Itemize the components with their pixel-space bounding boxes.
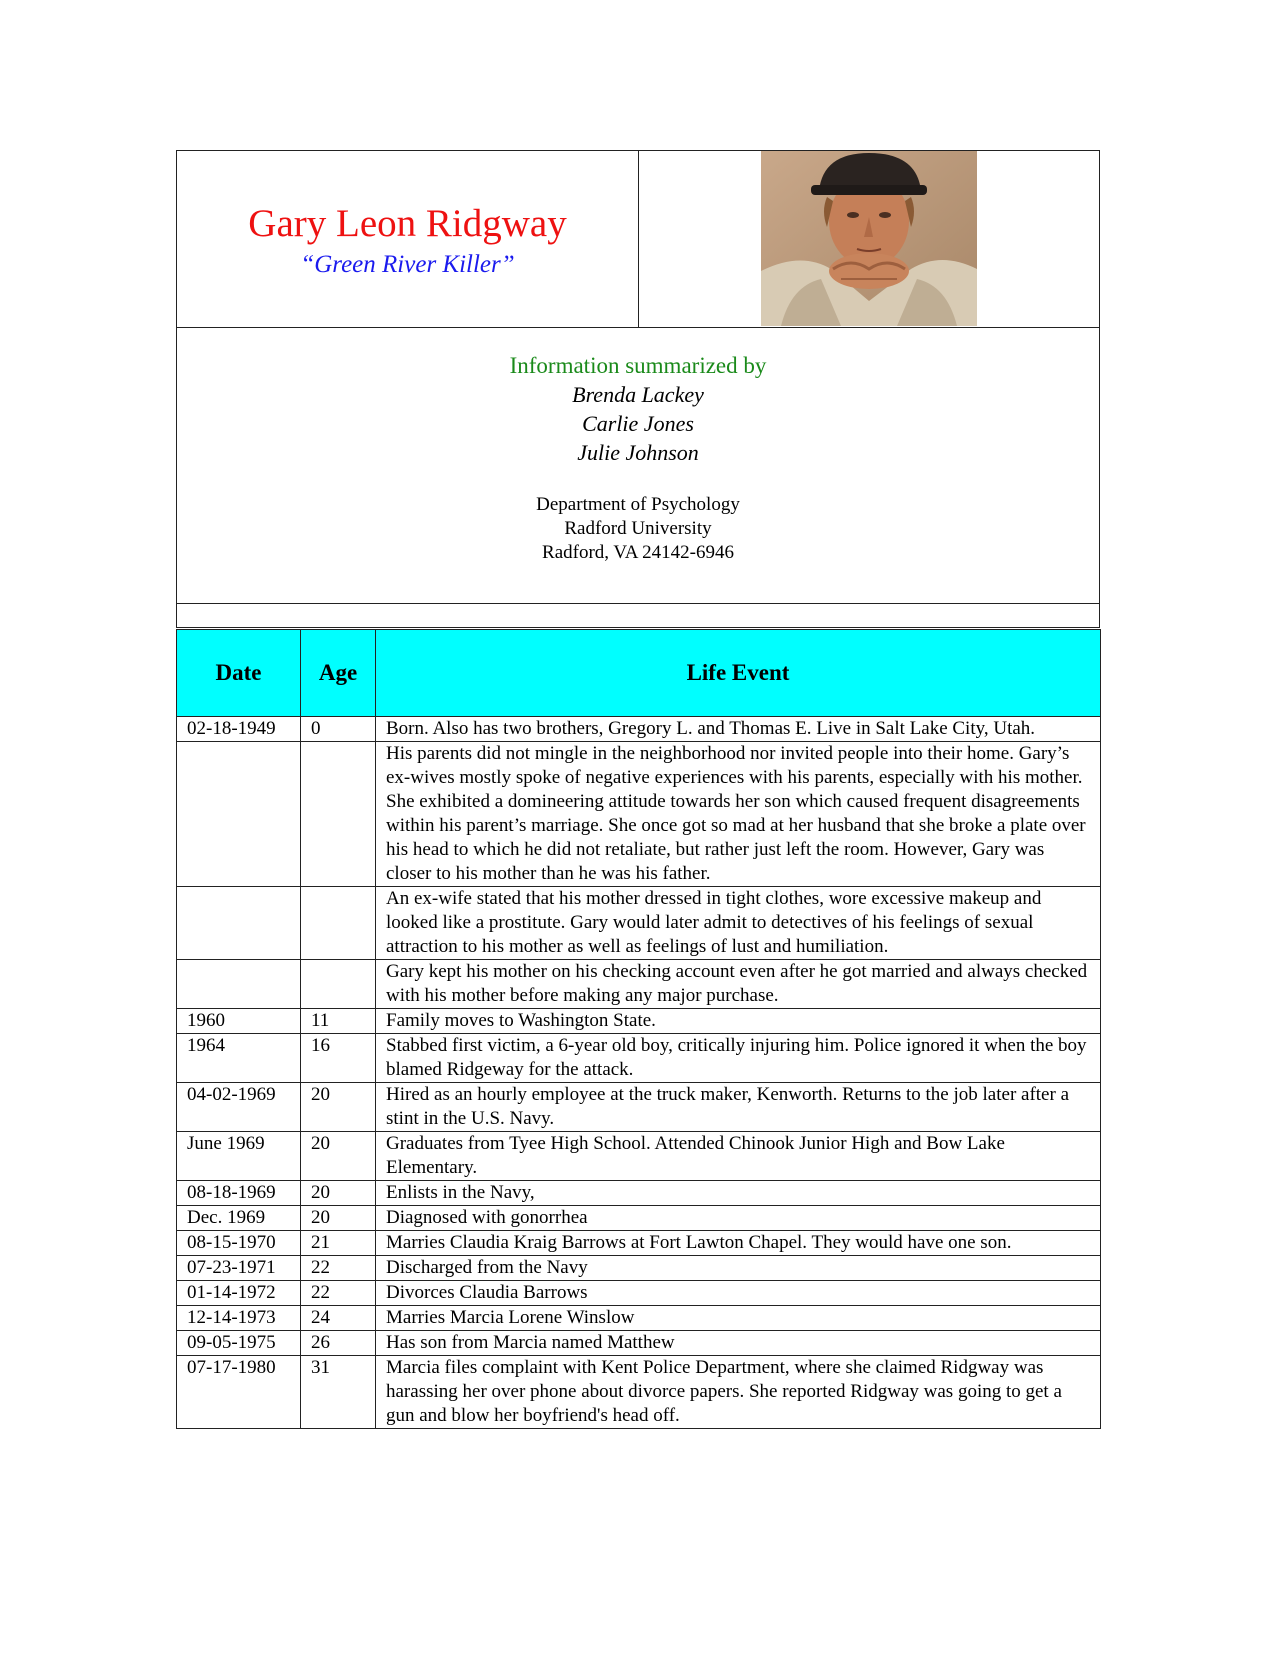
column-header-date: Date bbox=[177, 630, 301, 717]
author-name: Brenda Lackey bbox=[572, 382, 704, 407]
author-name: Carlie Jones bbox=[582, 411, 694, 436]
event-cell: An ex-wife stated that his mother dressed in tight clothes, wore excessive makeup and looked like a prostitute. Gary would later admit to detectives of his feelings of sexual attraction to his mother as well as feelings of lust and humiliation. bbox=[376, 887, 1101, 960]
event-cell: Enlists in the Navy, bbox=[376, 1181, 1101, 1206]
age-cell: 0 bbox=[301, 717, 376, 742]
age-cell: 21 bbox=[301, 1231, 376, 1256]
date-cell: June 1969 bbox=[177, 1132, 301, 1181]
title-cell bbox=[177, 151, 639, 327]
event-cell: Graduates from Tyee High School. Attended Chinook Junior High and Bow Lake Elementary. bbox=[376, 1132, 1101, 1181]
age-cell: 20 bbox=[301, 1083, 376, 1132]
age-cell: 11 bbox=[301, 1009, 376, 1034]
portrait-photo bbox=[761, 151, 977, 326]
table-row bbox=[177, 1356, 1101, 1429]
table-row bbox=[177, 1256, 1101, 1281]
subject-name: Gary Leon Ridgway bbox=[248, 202, 567, 245]
date-cell: 12-14-1973 bbox=[177, 1306, 301, 1331]
table-row bbox=[177, 717, 1101, 742]
date-cell: 07-17-1980 bbox=[177, 1356, 301, 1429]
university: Radford University bbox=[564, 518, 712, 539]
column-header-life-event: Life Event bbox=[376, 630, 1101, 717]
table-row bbox=[177, 960, 1101, 1009]
timeline-table bbox=[176, 629, 1101, 1429]
table-row bbox=[177, 1231, 1101, 1256]
header-divider bbox=[177, 327, 1099, 328]
credits-heading: Information summarized by bbox=[509, 353, 767, 378]
age-cell: 26 bbox=[301, 1331, 376, 1356]
event-cell: Stabbed first victim, a 6-year old boy, critically injuring him. Police ignored it when the boy blamed Ridgeway for the attack. bbox=[376, 1034, 1101, 1083]
spacer-divider bbox=[177, 603, 1099, 604]
table-row bbox=[177, 1009, 1101, 1034]
table-row bbox=[177, 1034, 1101, 1083]
column-header-age: Age bbox=[301, 630, 376, 717]
date-cell: 07-23-1971 bbox=[177, 1256, 301, 1281]
age-cell: 16 bbox=[301, 1034, 376, 1083]
age-cell bbox=[301, 960, 376, 1009]
date-cell: Dec. 1969 bbox=[177, 1206, 301, 1231]
event-cell: Divorces Claudia Barrows bbox=[376, 1281, 1101, 1306]
event-cell: Marries Marcia Lorene Winslow bbox=[376, 1306, 1101, 1331]
age-cell: 20 bbox=[301, 1181, 376, 1206]
age-cell bbox=[301, 887, 376, 960]
event-cell: Marcia files complaint with Kent Police Department, where she claimed Ridgway was harassing her over phone about divorce papers. She reported Ridgway was going to get a gun and blow her boyfriend's head off. bbox=[376, 1356, 1101, 1429]
table-row bbox=[177, 1331, 1101, 1356]
table-row bbox=[177, 1281, 1101, 1306]
table-header-row bbox=[177, 630, 1101, 717]
event-cell: Discharged from the Navy bbox=[376, 1256, 1101, 1281]
date-cell: 01-14-1972 bbox=[177, 1281, 301, 1306]
event-cell: Has son from Marcia named Matthew bbox=[376, 1331, 1101, 1356]
event-cell: Born. Also has two brothers, Gregory L. and Thomas E. Live in Salt Lake City, Utah. bbox=[376, 717, 1101, 742]
header-box bbox=[176, 150, 1100, 628]
table-row bbox=[177, 887, 1101, 960]
age-cell: 24 bbox=[301, 1306, 376, 1331]
date-cell bbox=[177, 960, 301, 1009]
date-cell: 02-18-1949 bbox=[177, 717, 301, 742]
author-name: Julie Johnson bbox=[577, 440, 699, 465]
table-row bbox=[177, 1132, 1101, 1181]
date-cell: 1960 bbox=[177, 1009, 301, 1034]
age-cell bbox=[301, 742, 376, 887]
date-cell: 04-02-1969 bbox=[177, 1083, 301, 1132]
event-cell: Hired as an hourly employee at the truck maker, Kenworth. Returns to the job later after a stint in the U.S. Navy. bbox=[376, 1083, 1101, 1132]
event-cell: Gary kept his mother on his checking account even after he got married and always checked with his mother before making any major purchase. bbox=[376, 960, 1101, 1009]
event-cell: Marries Claudia Kraig Barrows at Fort Lawton Chapel. They would have one son. bbox=[376, 1231, 1101, 1256]
event-cell: Diagnosed with gonorrhea bbox=[376, 1206, 1101, 1231]
age-cell: 31 bbox=[301, 1356, 376, 1429]
age-cell: 22 bbox=[301, 1256, 376, 1281]
date-cell: 09-05-1975 bbox=[177, 1331, 301, 1356]
affiliation bbox=[177, 493, 1099, 565]
date-cell: 08-18-1969 bbox=[177, 1181, 301, 1206]
department: Department of Psychology bbox=[536, 494, 740, 515]
event-cell: Family moves to Washington State. bbox=[376, 1009, 1101, 1034]
date-cell: 1964 bbox=[177, 1034, 301, 1083]
date-cell: 08-15-1970 bbox=[177, 1231, 301, 1256]
subject-alias: “Green River Killer” bbox=[300, 251, 515, 278]
table-row bbox=[177, 1306, 1101, 1331]
table-row bbox=[177, 742, 1101, 887]
photo-cell bbox=[639, 151, 1099, 327]
date-cell bbox=[177, 887, 301, 960]
table-row bbox=[177, 1206, 1101, 1231]
table-row bbox=[177, 1083, 1101, 1132]
date-cell bbox=[177, 742, 301, 887]
table-row bbox=[177, 1181, 1101, 1206]
age-cell: 22 bbox=[301, 1281, 376, 1306]
event-cell: His parents did not mingle in the neighborhood nor invited people into their home. Gary’s ex-wives mostly spoke of negative experiences with his parents, especially with his mother. She exhibited a domineering attitude towards her son which caused frequent disagreements within his parent’s marriage. She once got so mad at her husband that she broke a plate over his head to which he did not retaliate, but rather just left the room. However, Gary was closer to his mother than he was his father. bbox=[376, 742, 1101, 887]
credits-block bbox=[177, 351, 1099, 565]
age-cell: 20 bbox=[301, 1132, 376, 1181]
age-cell: 20 bbox=[301, 1206, 376, 1231]
address: Radford, VA 24142-6946 bbox=[542, 542, 734, 563]
